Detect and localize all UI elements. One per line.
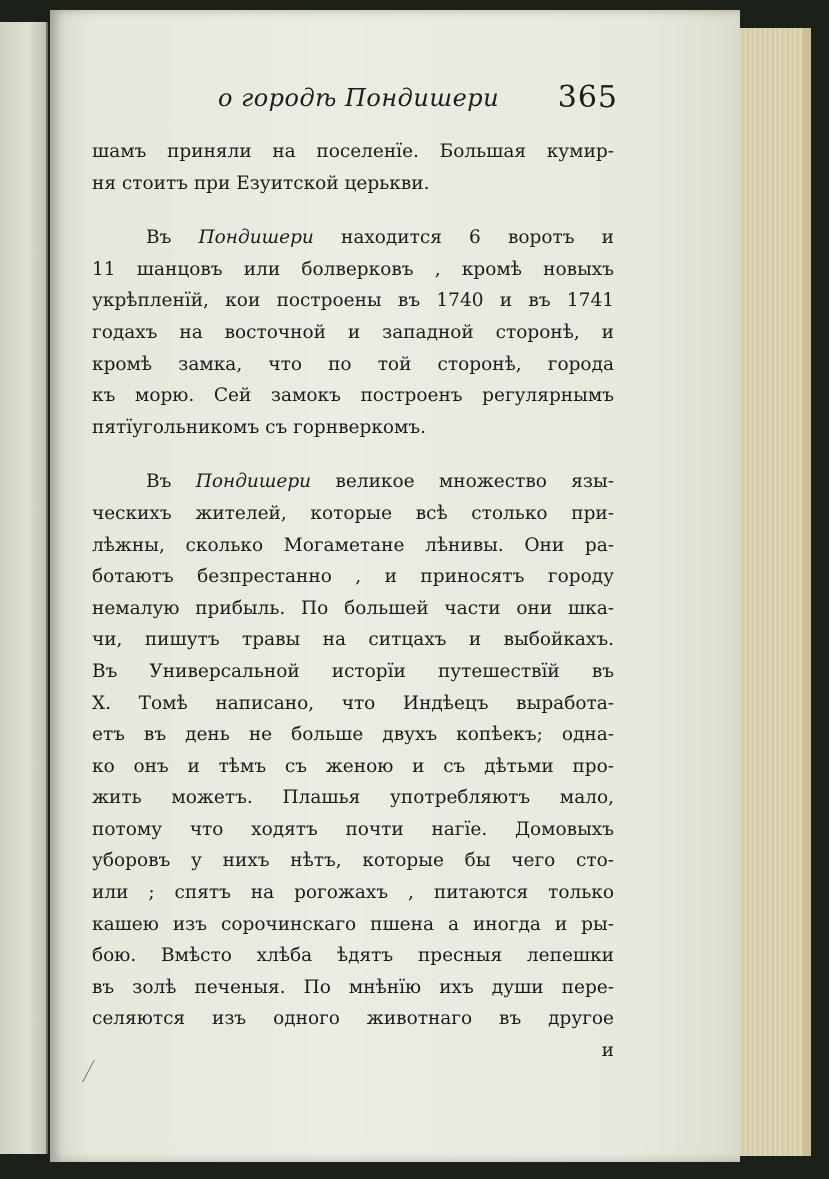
text-line: кашею изъ сорочинскаго пшена а иногда и ры-	[92, 913, 614, 935]
line-part: великое множество язы-	[311, 471, 615, 493]
text-line: жить можетъ. Плашья употребляютъ мало,	[92, 787, 614, 809]
text-line: кромѣ замка, что по той сторонѣ, города	[92, 353, 614, 375]
text-line: X. Томѣ написано, что Индѣецъ выработа-	[92, 692, 614, 714]
text-line: Въ Универсальной исторїи путешествїй въ	[92, 660, 614, 682]
text-line: къ морю. Сей замокъ построенъ регулярнымъ	[92, 385, 614, 407]
running-title: о городѣ Пондишери	[218, 84, 500, 112]
facing-page-edge	[0, 22, 48, 1154]
text-line: ко онъ и тѣмъ съ женою и съ дѣтьми про-	[92, 755, 614, 777]
page-header	[218, 80, 618, 124]
place-name: Пондишери	[198, 227, 314, 249]
text-line: пятїугольникомъ съ горнверкомъ.	[92, 416, 427, 438]
text-line: ческихъ жителей, которые всѣ столько при-	[92, 502, 614, 524]
text-line: годахъ на восточной и западной сторонѣ, и	[92, 321, 614, 343]
place-name: Пондишери	[195, 471, 312, 493]
text-line: 11 шанцовъ или болверковъ , кромѣ новыхъ	[92, 258, 614, 280]
text-line	[92, 222, 614, 254]
text-line: укрѣпленїй, кои построены въ 1740 и въ 1741	[92, 290, 614, 312]
text-line: чи, пишутъ травы на ситцахъ и выбойкахъ.	[92, 629, 614, 651]
text-line: или ; спятъ на рогожахъ , питаются только	[92, 882, 614, 904]
text-line: уборовъ у нихъ нѣтъ, которые бы чего сто-	[92, 850, 614, 872]
text-line: бою. Вмѣсто хлѣба ѣдятъ пресныя лепешки	[92, 945, 614, 967]
text-line: потому что ходятъ почти нагїе. Домовыхъ	[92, 818, 614, 840]
page-edges	[738, 28, 811, 1156]
text-line	[92, 466, 614, 498]
text-line: въ золѣ печеныя. По мнѣнїю ихъ души пере-	[92, 976, 614, 998]
catchword: и	[601, 1040, 614, 1062]
text-line: ботаютъ безпрестанно , и приносятъ городу	[92, 566, 614, 588]
page-number: 365	[557, 80, 618, 115]
text-line: лѣжны, сколько Могаметане лѣнивы. Они ра-	[92, 534, 614, 556]
line-part: Въ	[146, 227, 199, 249]
paragraph-gap	[92, 199, 614, 222]
body-text	[92, 136, 614, 1067]
text-line: етъ въ день не больше двухъ копѣекъ; одна-	[92, 724, 614, 746]
text-line: селяются изъ одного животнаго въ другое	[92, 1008, 614, 1030]
line-part: Въ	[146, 471, 196, 493]
text-line: ня стоитъ при Езуитской церькви.	[92, 172, 430, 194]
text-line: шамъ приняли на поселенїе. Большая кумир-	[92, 141, 614, 162]
text-line: немалую прибыль. По большей части они шка-	[92, 597, 614, 619]
line-part: находится 6 воротъ и	[313, 227, 614, 249]
paragraph-gap	[92, 443, 614, 466]
